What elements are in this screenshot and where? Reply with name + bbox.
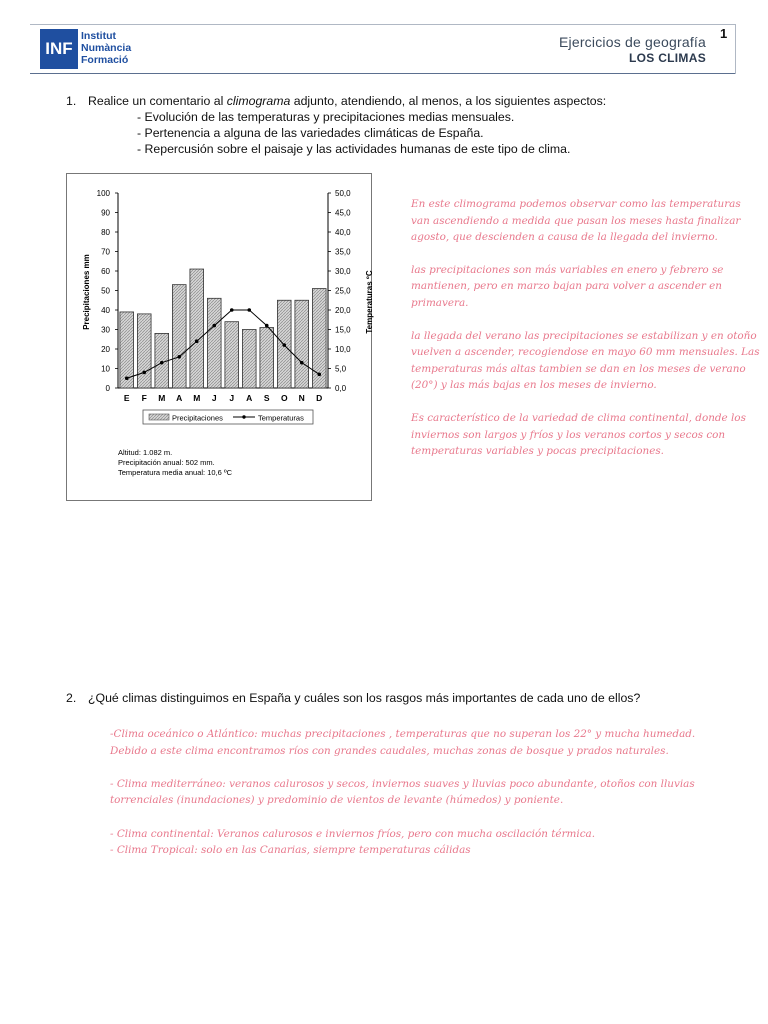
point-temperaturas	[265, 324, 269, 328]
y-tick-label: 70	[101, 247, 110, 257]
bar-precipitaciones	[190, 269, 204, 388]
x-tick-label: N	[298, 393, 305, 403]
bar-precipitaciones	[137, 314, 151, 388]
answer-2-line-4: - Clima continental: Veranos calurosos e inviernos fríos, pero con mucha oscilación térmica.	[110, 827, 596, 840]
info-precipitacion: Precipitación anual: 502 mm.	[118, 458, 215, 467]
point-temperaturas	[142, 371, 146, 375]
y-tick-label: 90	[101, 208, 110, 218]
question-1-text-after: adjunto, atendiendo, al menos, a los siguientes aspectos:	[290, 94, 607, 108]
y-tick-label: 80	[101, 228, 110, 237]
point-temperaturas	[247, 308, 251, 312]
x-tick-label: E	[123, 393, 130, 403]
answer-1-paragraph-1: En este climograma podemos observar como las temperaturas van ascendiendo a medida que pasan los meses hasta finalizar agosto, que descienden a causa de la llegada del invierno.	[411, 198, 741, 244]
bar-precipitaciones	[295, 300, 309, 388]
point-temperaturas	[300, 361, 304, 365]
y-tick-label: 0	[105, 384, 110, 393]
x-tick-label: D	[316, 393, 323, 403]
bar-precipitaciones	[207, 298, 221, 388]
x-tick-label: M	[193, 393, 201, 403]
climograph-chart	[67, 174, 374, 500]
answer-2-line-1: -Clima oceánico o Atlántico: muchas precipitaciones , temperaturas que no superan los 22° y mucha humedad.	[110, 728, 696, 740]
answer-1	[411, 196, 761, 476]
question-1-bullet-3: - Repercusión sobre el paisaje y las actividades humanas de este tipo de clima.	[137, 142, 571, 156]
y-right-tick-label: 30,0	[335, 267, 351, 276]
question-1-number: 1.	[66, 94, 77, 108]
x-tick-label: A	[176, 393, 183, 403]
question-2	[66, 690, 640, 707]
y-right-tick-label: 0,0	[335, 384, 347, 393]
question-1-bullet-2: - Pertenencia a alguna de las variedades climáticas de España.	[137, 126, 484, 140]
question-1-bullet-1: - Evolución de las temperaturas y precipitaciones medias mensuales.	[137, 110, 515, 124]
answer-2	[110, 726, 760, 859]
question-2-number: 2.	[66, 691, 77, 705]
x-tick-label: S	[263, 393, 270, 403]
y-tick-label: 10	[101, 364, 110, 374]
header-subtitle: LOS CLIMAS	[629, 51, 706, 65]
bar-precipitaciones	[225, 322, 239, 388]
bar-precipitaciones	[242, 330, 256, 389]
y-tick-label: 40	[101, 306, 110, 315]
bar-precipitaciones	[260, 328, 274, 388]
legend-line-marker	[242, 415, 245, 418]
y-right-tick-label: 15,0	[335, 325, 351, 335]
y-right-tick-label: 50,0	[335, 189, 351, 198]
y-axis-right-label: Temperaturas ºC	[365, 270, 374, 334]
answer-2-spacer-2	[110, 809, 760, 826]
legend-bar-swatch	[149, 414, 169, 420]
info-altitud: Altitud: 1.082 m.	[118, 448, 173, 457]
logo-mark: INF	[40, 29, 78, 69]
y-right-tick-label: 35,0	[335, 247, 351, 257]
x-tick-label: J	[211, 393, 217, 403]
x-tick-label: O	[280, 393, 288, 403]
logo-text	[81, 30, 131, 66]
y-tick-label: 50	[101, 286, 110, 296]
y-right-tick-label: 45,0	[335, 208, 351, 218]
header-top-rule	[30, 24, 735, 25]
header-right-rule	[735, 24, 736, 74]
y-right-tick-label: 20,0	[335, 306, 351, 315]
y-tick-label: 20	[101, 345, 110, 354]
answer-1-paragraph-2: las precipitaciones son más variables en enero y febrero se mantienen, pero en marzo bajan para volver a ascender en primavera.	[411, 263, 724, 309]
y-tick-label: 100	[96, 189, 110, 198]
answer-2-spacer-1	[110, 759, 760, 776]
logo-line-1: Institut	[81, 30, 116, 42]
legend-precipitaciones: Precipitaciones	[172, 413, 223, 423]
y-right-tick-label: 10,0	[335, 345, 351, 354]
answer-2-line-2: Debido a este clima encontramos ríos con grandes caudales, muchas zonas de bosque y prados naturales.	[110, 744, 669, 757]
logo-line-3: Formació	[81, 54, 129, 66]
x-tick-label: F	[141, 393, 147, 403]
y-tick-label: 60	[101, 267, 110, 276]
point-temperaturas	[160, 361, 164, 365]
question-2-text: ¿Qué climas distinguimos en España y cuáles son los rasgos más importantes de cada uno de ellos?	[88, 691, 641, 705]
page-number: 1	[720, 26, 728, 41]
question-1	[66, 93, 606, 110]
answer-2-line-3: - Clima mediterráneo: veranos calurosos y secos, inviernos suaves y lluvias poco abundante, otoños con lluvias torrenciales (inundaciones) y predominio de vientos de levante (húmedos) y poniente.	[110, 777, 695, 807]
legend-temperaturas: Temperaturas	[258, 413, 304, 423]
x-tick-label: A	[246, 393, 253, 403]
answer-2-line-5: - Clima Tropical: solo en las Canarias, siempre temperaturas cálidas	[110, 844, 471, 857]
x-tick-label: J	[229, 393, 235, 403]
y-right-tick-label: 40,0	[335, 228, 351, 237]
point-temperaturas	[317, 373, 321, 377]
logo-line-2: Numància	[81, 42, 132, 54]
point-temperaturas	[177, 355, 181, 359]
climograph-frame	[66, 173, 372, 501]
y-right-tick-label: 25,0	[335, 286, 351, 296]
point-temperaturas	[230, 308, 234, 312]
point-temperaturas	[125, 376, 129, 380]
x-tick-label: M	[158, 393, 166, 403]
answer-1-paragraph-4: Es característico de la variedad de clima continental, donde los inviernos son largos y fríos y los veranos cortos y secos con temperaturas variables y pocas precipitaciones.	[411, 411, 746, 458]
info-temperatura: Temperatura media anual: 10,6 ºC	[118, 468, 233, 477]
y-axis-label: Precipitaciones mm	[82, 254, 91, 330]
question-1-italic: climograma	[226, 94, 291, 108]
header-bottom-rule	[30, 73, 735, 74]
point-temperaturas	[282, 343, 286, 347]
bar-precipitaciones	[172, 285, 186, 388]
point-temperaturas	[212, 324, 216, 328]
y-right-tick-label: 5,0	[335, 364, 347, 374]
answer-1-paragraph-3: la llegada del verano las precipitaciones se estabilizan y en otoño vuelven a ascender, recogiendose en mayo 60 mm mensuales. Las temperaturas más altas tambien se dan en los meses de verano (20°) y las más bajas en los meses de invierno.	[411, 329, 760, 392]
y-tick-label: 30	[101, 325, 110, 335]
legend	[143, 410, 313, 424]
header-title: Ejercicios de geografía	[558, 34, 706, 50]
point-temperaturas	[195, 339, 199, 343]
question-1-text-before: Realice un comentario al	[88, 94, 227, 108]
